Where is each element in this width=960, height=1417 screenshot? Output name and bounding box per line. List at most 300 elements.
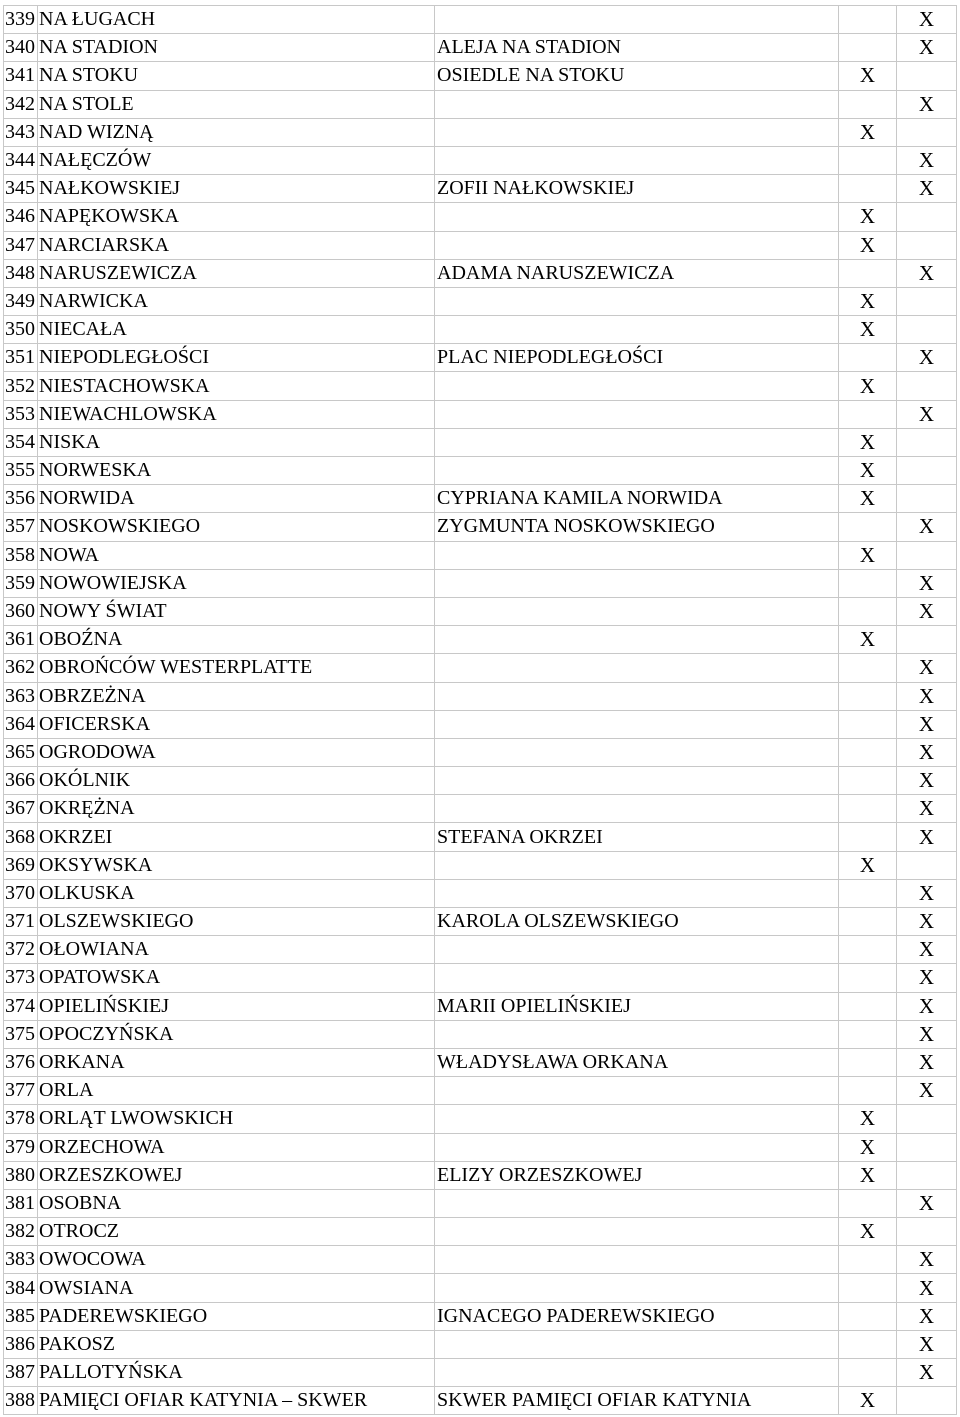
street-full-name: [435, 6, 839, 34]
row-number: 368: [4, 823, 38, 851]
row-number: 374: [4, 992, 38, 1020]
mark-column-2: [897, 457, 957, 485]
table-row: [4, 1274, 957, 1302]
mark-column-1: [839, 34, 897, 62]
street-name: OBROŃCÓW WESTERPLATTE: [38, 654, 435, 682]
row-number: 373: [4, 964, 38, 992]
mark-column-1: X: [839, 626, 897, 654]
row-number: 379: [4, 1133, 38, 1161]
mark-column-2: [897, 1105, 957, 1133]
mark-column-1: [839, 654, 897, 682]
street-name: OBOŹNA: [38, 626, 435, 654]
table-row: [4, 428, 957, 456]
table-row: [4, 738, 957, 766]
street-name: NAŁKOWSKIEJ: [38, 175, 435, 203]
mark-column-2: X: [897, 1077, 957, 1105]
table-row: [4, 1133, 957, 1161]
mark-column-2: X: [897, 175, 957, 203]
mark-column-2: [897, 485, 957, 513]
table-row: [4, 1330, 957, 1358]
mark-column-1: [839, 964, 897, 992]
street-full-name: [435, 457, 839, 485]
table-row: [4, 1189, 957, 1217]
street-full-name: CYPRIANA KAMILA NORWIDA: [435, 485, 839, 513]
mark-column-2: [897, 203, 957, 231]
mark-column-1: [839, 1302, 897, 1330]
mark-column-2: X: [897, 569, 957, 597]
mark-column-1: X: [839, 1133, 897, 1161]
row-number: 370: [4, 879, 38, 907]
street-full-name: [435, 203, 839, 231]
street-name: OKRĘŻNA: [38, 795, 435, 823]
mark-column-2: X: [897, 992, 957, 1020]
row-number: 381: [4, 1189, 38, 1217]
mark-column-2: X: [897, 597, 957, 625]
street-full-name: [435, 231, 839, 259]
row-number: 372: [4, 936, 38, 964]
row-number: 367: [4, 795, 38, 823]
street-name: OTROCZ: [38, 1218, 435, 1246]
mark-column-1: [839, 936, 897, 964]
street-name: PALLOTYŃSKA: [38, 1359, 435, 1387]
mark-column-2: X: [897, 259, 957, 287]
mark-column-2: [897, 428, 957, 456]
mark-column-1: X: [839, 457, 897, 485]
street-name: OFICERSKA: [38, 710, 435, 738]
mark-column-2: X: [897, 710, 957, 738]
street-full-name: IGNACEGO PADEREWSKIEGO: [435, 1302, 839, 1330]
street-full-name: [435, 1020, 839, 1048]
table-row: [4, 964, 957, 992]
street-name: NORWESKA: [38, 457, 435, 485]
table-row: [4, 795, 957, 823]
table-row: [4, 259, 957, 287]
street-name: NARWICKA: [38, 287, 435, 315]
table-row: [4, 6, 957, 34]
mark-column-2: X: [897, 6, 957, 34]
row-number: 359: [4, 569, 38, 597]
mark-column-1: [839, 682, 897, 710]
row-number: 343: [4, 118, 38, 146]
mark-column-1: [839, 1048, 897, 1076]
table-row: [4, 513, 957, 541]
row-number: 387: [4, 1359, 38, 1387]
mark-column-1: [839, 767, 897, 795]
mark-column-1: [839, 879, 897, 907]
row-number: 376: [4, 1048, 38, 1076]
mark-column-2: X: [897, 1048, 957, 1076]
mark-column-1: [839, 597, 897, 625]
row-number: 350: [4, 316, 38, 344]
mark-column-2: X: [897, 738, 957, 766]
mark-column-1: X: [839, 62, 897, 90]
street-full-name: [435, 90, 839, 118]
row-number: 377: [4, 1077, 38, 1105]
street-name: NARUSZEWICZA: [38, 259, 435, 287]
street-name: NOWOWIEJSKA: [38, 569, 435, 597]
row-number: 344: [4, 146, 38, 174]
table-row: [4, 344, 957, 372]
street-full-name: [435, 1274, 839, 1302]
mark-column-1: X: [839, 372, 897, 400]
street-name: OPIELIŃSKIEJ: [38, 992, 435, 1020]
street-name: NA ŁUGACH: [38, 6, 435, 34]
row-number: 388: [4, 1387, 38, 1415]
table-row: [4, 400, 957, 428]
mark-column-1: [839, 795, 897, 823]
table-row: [4, 287, 957, 315]
street-name: NORWIDA: [38, 485, 435, 513]
row-number: 384: [4, 1274, 38, 1302]
table-row: [4, 62, 957, 90]
row-number: 371: [4, 908, 38, 936]
street-name: OWSIANA: [38, 1274, 435, 1302]
mark-column-2: X: [897, 344, 957, 372]
mark-column-1: [839, 259, 897, 287]
mark-column-1: [839, 90, 897, 118]
mark-column-2: X: [897, 682, 957, 710]
street-full-name: [435, 879, 839, 907]
street-full-name: ZYGMUNTA NOSKOWSKIEGO: [435, 513, 839, 541]
row-number: 382: [4, 1218, 38, 1246]
street-name: NIECAŁA: [38, 316, 435, 344]
mark-column-2: [897, 316, 957, 344]
table-row: [4, 879, 957, 907]
street-name: NAŁĘCZÓW: [38, 146, 435, 174]
street-full-name: [435, 316, 839, 344]
mark-column-2: [897, 1218, 957, 1246]
row-number: 356: [4, 485, 38, 513]
row-number: 386: [4, 1330, 38, 1358]
mark-column-1: [839, 1274, 897, 1302]
mark-column-2: [897, 372, 957, 400]
street-full-name: [435, 1077, 839, 1105]
table-row: [4, 908, 957, 936]
street-name: ORLA: [38, 1077, 435, 1105]
mark-column-1: [839, 400, 897, 428]
mark-column-2: X: [897, 1330, 957, 1358]
mark-column-1: [839, 1246, 897, 1274]
table-row: [4, 1302, 957, 1330]
row-number: 380: [4, 1161, 38, 1189]
street-name: ORKANA: [38, 1048, 435, 1076]
mark-column-2: X: [897, 1359, 957, 1387]
street-full-name: [435, 964, 839, 992]
mark-column-1: [839, 344, 897, 372]
mark-column-1: [839, 569, 897, 597]
table-row: [4, 457, 957, 485]
row-number: 383: [4, 1246, 38, 1274]
row-number: 346: [4, 203, 38, 231]
mark-column-1: [839, 823, 897, 851]
mark-column-2: X: [897, 34, 957, 62]
street-name: NA STOLE: [38, 90, 435, 118]
mark-column-1: X: [839, 1161, 897, 1189]
street-full-name: ADAMA NARUSZEWICZA: [435, 259, 839, 287]
mark-column-1: X: [839, 118, 897, 146]
street-full-name: [435, 146, 839, 174]
row-number: 351: [4, 344, 38, 372]
street-name: NOSKOWSKIEGO: [38, 513, 435, 541]
mark-column-2: [897, 1387, 957, 1415]
street-full-name: [435, 710, 839, 738]
street-name: ORZESZKOWEJ: [38, 1161, 435, 1189]
street-full-name: PLAC NIEPODLEGŁOŚCI: [435, 344, 839, 372]
table-row: [4, 146, 957, 174]
mark-column-1: [839, 1359, 897, 1387]
street-full-name: [435, 541, 839, 569]
row-number: 364: [4, 710, 38, 738]
mark-column-2: X: [897, 1246, 957, 1274]
mark-column-2: X: [897, 1189, 957, 1217]
mark-column-1: X: [839, 231, 897, 259]
street-full-name: [435, 428, 839, 456]
street-full-name: [435, 654, 839, 682]
mark-column-2: [897, 626, 957, 654]
mark-column-2: [897, 851, 957, 879]
mark-column-1: [839, 146, 897, 174]
table-row: [4, 1387, 957, 1415]
mark-column-2: X: [897, 1302, 957, 1330]
table-row: [4, 1359, 957, 1387]
street-name: PADEREWSKIEGO: [38, 1302, 435, 1330]
street-list-table: [3, 5, 957, 1415]
street-name: NARCIARSKA: [38, 231, 435, 259]
row-number: 341: [4, 62, 38, 90]
table-row: [4, 316, 957, 344]
mark-column-1: X: [839, 203, 897, 231]
mark-column-2: X: [897, 823, 957, 851]
street-full-name: [435, 400, 839, 428]
street-name: OLSZEWSKIEGO: [38, 908, 435, 936]
table-row: [4, 203, 957, 231]
table-row: [4, 1077, 957, 1105]
row-number: 353: [4, 400, 38, 428]
row-number: 362: [4, 654, 38, 682]
row-number: 339: [4, 6, 38, 34]
street-name: PAKOSZ: [38, 1330, 435, 1358]
row-number: 378: [4, 1105, 38, 1133]
row-number: 375: [4, 1020, 38, 1048]
street-name: PAMIĘCI OFIAR KATYNIA – SKWER: [38, 1387, 435, 1415]
table-row: [4, 1048, 957, 1076]
row-number: 352: [4, 372, 38, 400]
table-row: [4, 851, 957, 879]
row-number: 358: [4, 541, 38, 569]
row-number: 342: [4, 90, 38, 118]
street-full-name: [435, 1330, 839, 1358]
mark-column-2: X: [897, 964, 957, 992]
street-name: NA STADION: [38, 34, 435, 62]
street-full-name: [435, 682, 839, 710]
table-row: [4, 1105, 957, 1133]
street-full-name: MARII OPIELIŃSKIEJ: [435, 992, 839, 1020]
mark-column-1: [839, 738, 897, 766]
table-row: [4, 34, 957, 62]
street-full-name: [435, 1133, 839, 1161]
table-row: [4, 1161, 957, 1189]
table-row: [4, 90, 957, 118]
mark-column-2: X: [897, 654, 957, 682]
table-row: [4, 372, 957, 400]
street-full-name: KAROLA OLSZEWSKIEGO: [435, 908, 839, 936]
street-full-name: [435, 626, 839, 654]
mark-column-2: X: [897, 400, 957, 428]
mark-column-2: X: [897, 90, 957, 118]
row-number: 345: [4, 175, 38, 203]
street-name: OWOCOWA: [38, 1246, 435, 1274]
street-name: OLKUSKA: [38, 879, 435, 907]
mark-column-1: X: [839, 485, 897, 513]
mark-column-1: [839, 1077, 897, 1105]
street-name: ORZECHOWA: [38, 1133, 435, 1161]
mark-column-2: X: [897, 146, 957, 174]
table-row: [4, 823, 957, 851]
street-full-name: [435, 936, 839, 964]
mark-column-1: [839, 513, 897, 541]
street-full-name: [435, 1218, 839, 1246]
street-full-name: [435, 795, 839, 823]
street-name: OKRZEI: [38, 823, 435, 851]
mark-column-2: X: [897, 795, 957, 823]
row-number: 355: [4, 457, 38, 485]
mark-column-2: [897, 231, 957, 259]
street-full-name: ELIZY ORZESZKOWEJ: [435, 1161, 839, 1189]
street-full-name: [435, 287, 839, 315]
mark-column-2: X: [897, 1020, 957, 1048]
street-name: NIEPODLEGŁOŚCI: [38, 344, 435, 372]
mark-column-2: [897, 1161, 957, 1189]
street-name: OPATOWSKA: [38, 964, 435, 992]
mark-column-1: X: [839, 287, 897, 315]
row-number: 349: [4, 287, 38, 315]
row-number: 385: [4, 1302, 38, 1330]
table-row: [4, 569, 957, 597]
table-row: [4, 541, 957, 569]
mark-column-2: [897, 118, 957, 146]
mark-column-1: X: [839, 316, 897, 344]
table-row: [4, 682, 957, 710]
street-full-name: [435, 372, 839, 400]
row-number: 361: [4, 626, 38, 654]
mark-column-1: [839, 1020, 897, 1048]
street-full-name: OSIEDLE NA STOKU: [435, 62, 839, 90]
table-row: [4, 767, 957, 795]
mark-column-1: [839, 992, 897, 1020]
table-row: [4, 231, 957, 259]
row-number: 347: [4, 231, 38, 259]
street-full-name: [435, 569, 839, 597]
table-row: [4, 992, 957, 1020]
mark-column-2: X: [897, 879, 957, 907]
mark-column-2: X: [897, 767, 957, 795]
mark-column-2: X: [897, 513, 957, 541]
mark-column-1: X: [839, 1218, 897, 1246]
row-number: 360: [4, 597, 38, 625]
mark-column-2: [897, 287, 957, 315]
street-name: OPOCZYŃSKA: [38, 1020, 435, 1048]
table-row: [4, 175, 957, 203]
table-row: [4, 654, 957, 682]
mark-column-1: [839, 908, 897, 936]
street-list-body: [4, 6, 957, 1415]
mark-column-1: X: [839, 1105, 897, 1133]
table-row: [4, 1218, 957, 1246]
table-row: [4, 597, 957, 625]
street-full-name: [435, 1105, 839, 1133]
row-number: 354: [4, 428, 38, 456]
row-number: 357: [4, 513, 38, 541]
mark-column-1: X: [839, 1387, 897, 1415]
street-name: NA STOKU: [38, 62, 435, 90]
row-number: 348: [4, 259, 38, 287]
street-full-name: [435, 118, 839, 146]
street-name: NIESTACHOWSKA: [38, 372, 435, 400]
street-name: OSOBNA: [38, 1189, 435, 1217]
mark-column-2: [897, 1133, 957, 1161]
mark-column-1: [839, 710, 897, 738]
mark-column-1: [839, 175, 897, 203]
mark-column-1: X: [839, 851, 897, 879]
table-row: [4, 936, 957, 964]
row-number: 363: [4, 682, 38, 710]
mark-column-2: X: [897, 936, 957, 964]
mark-column-1: X: [839, 541, 897, 569]
mark-column-1: [839, 6, 897, 34]
row-number: 365: [4, 738, 38, 766]
mark-column-1: [839, 1330, 897, 1358]
street-full-name: ALEJA NA STADION: [435, 34, 839, 62]
mark-column-1: X: [839, 428, 897, 456]
row-number: 369: [4, 851, 38, 879]
street-name: NOWY ŚWIAT: [38, 597, 435, 625]
mark-column-1: [839, 1189, 897, 1217]
street-full-name: WŁADYSŁAWA ORKANA: [435, 1048, 839, 1076]
street-name: OKSYWSKA: [38, 851, 435, 879]
street-full-name: [435, 767, 839, 795]
table-row: [4, 626, 957, 654]
mark-column-2: [897, 541, 957, 569]
table-row: [4, 118, 957, 146]
row-number: 340: [4, 34, 38, 62]
street-full-name: [435, 851, 839, 879]
street-full-name: SKWER PAMIĘCI OFIAR KATYNIA: [435, 1387, 839, 1415]
street-name: NOWA: [38, 541, 435, 569]
street-full-name: [435, 1189, 839, 1217]
table-row: [4, 710, 957, 738]
mark-column-2: X: [897, 908, 957, 936]
street-full-name: [435, 1359, 839, 1387]
street-name: NAD WIZNĄ: [38, 118, 435, 146]
street-full-name: STEFANA OKRZEI: [435, 823, 839, 851]
street-name: NAPĘKOWSKA: [38, 203, 435, 231]
street-name: OGRODOWA: [38, 738, 435, 766]
street-name: ORLĄT LWOWSKICH: [38, 1105, 435, 1133]
mark-column-2: X: [897, 1274, 957, 1302]
street-full-name: [435, 597, 839, 625]
street-name: OBRZEŻNA: [38, 682, 435, 710]
row-number: 366: [4, 767, 38, 795]
street-name: NISKA: [38, 428, 435, 456]
street-full-name: [435, 738, 839, 766]
street-name: OKÓLNIK: [38, 767, 435, 795]
street-name: NIEWACHLOWSKA: [38, 400, 435, 428]
mark-column-2: [897, 62, 957, 90]
table-row: [4, 1020, 957, 1048]
street-full-name: ZOFII NAŁKOWSKIEJ: [435, 175, 839, 203]
table-row: [4, 1246, 957, 1274]
street-full-name: [435, 1246, 839, 1274]
